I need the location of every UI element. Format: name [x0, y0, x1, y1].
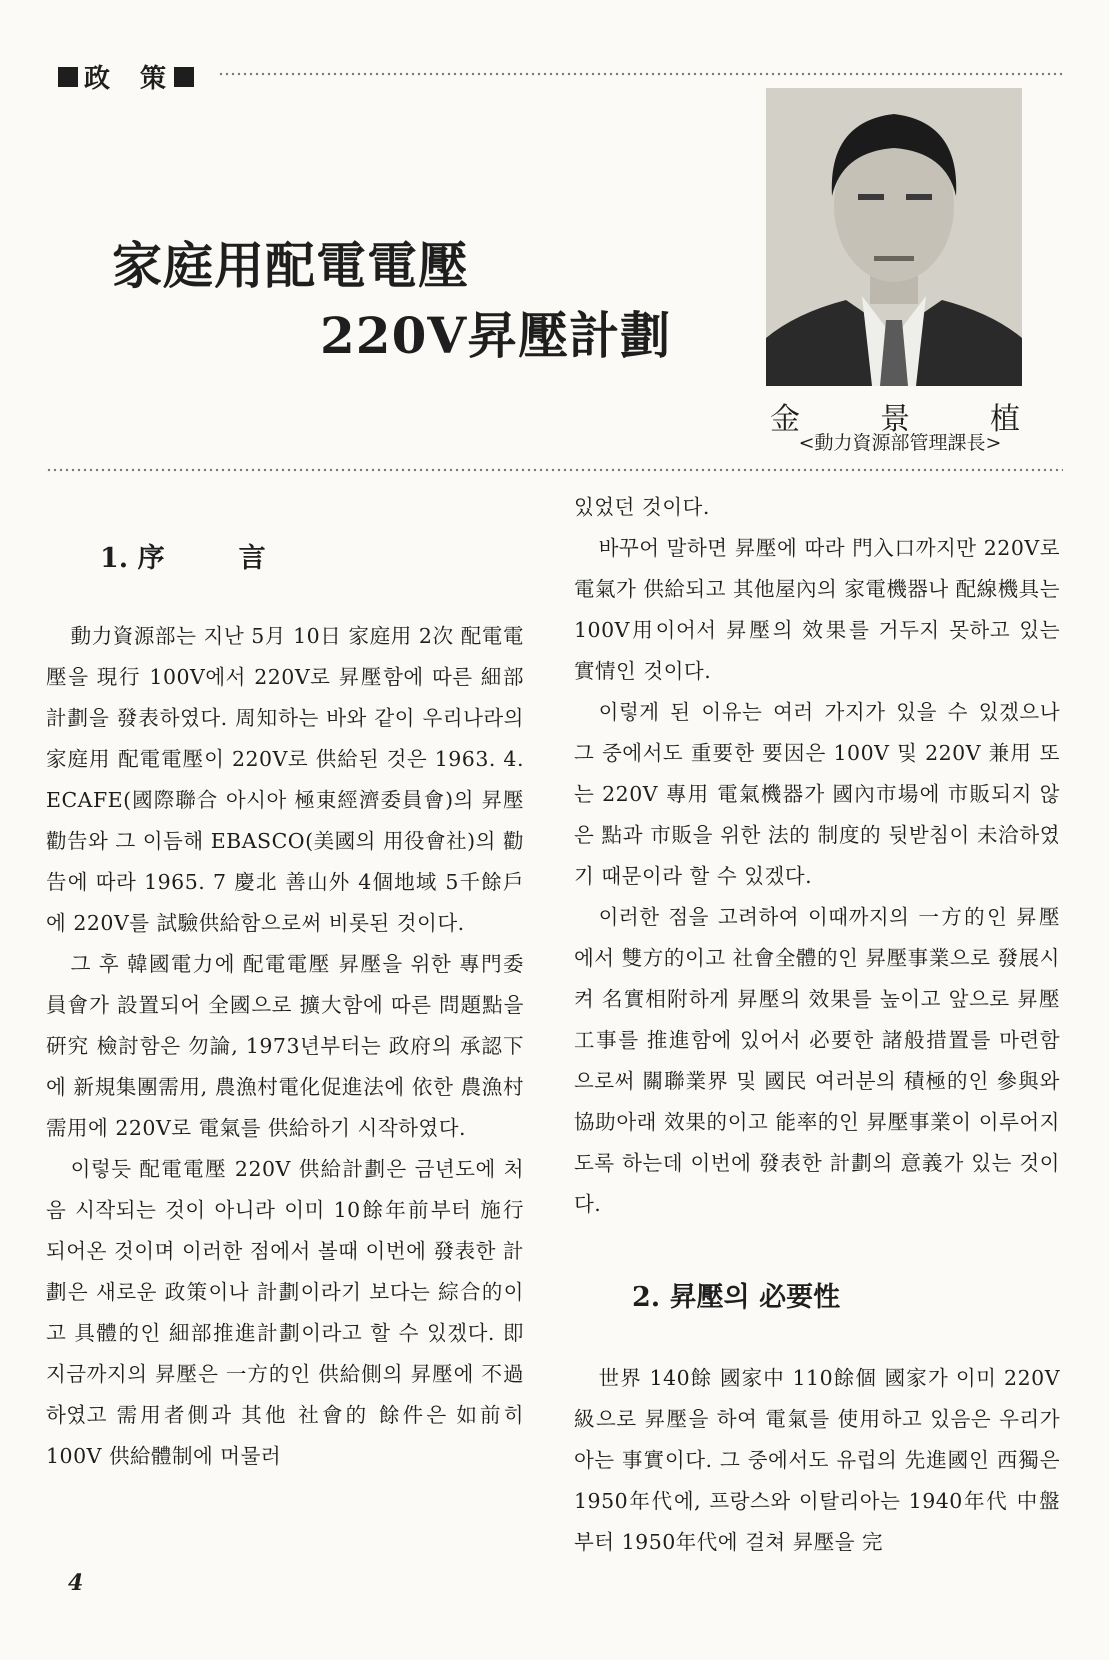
square-marker-left	[58, 67, 78, 87]
paragraph: 이렇게 된 이유는 여러 가지가 있을 수 있겠으나 그 중에서도 重要한 要因은 100V 및 220V 兼用 또는 220V 專用 電氣機器가 國內市場에 市販되지 않은 點과 市販을 위한 法的 制度的 뒷받침이 未洽하였기 때문이라 할 수 있겠다.	[574, 700, 1060, 888]
dotted-rule-top	[218, 72, 1063, 76]
paragraph: 世界 140餘 國家中 110餘個 國家가 이미 220V級으로 昇壓을 하여 電氣를 使用하고 있음은 우리가 아는 事實이다. 그 중에서도 유럽의 先進國인 西獨은 1950年代에, 프랑스와 이탈리아는 1940年代 中盤부터 1950年代에 걸쳐 昇壓을 完	[574, 1366, 1060, 1554]
section-heading-1-b: 言	[238, 543, 266, 574]
right-column	[574, 487, 1060, 1225]
section-number-1: 1.	[100, 543, 129, 574]
section-label-text: 政 策	[84, 64, 169, 94]
paragraph: 이렇듯 配電電壓 220V 供給計劃은 금년도에 처음 시작되는 것이 아니라 이미 10餘年前부터 施行되어온 것이며 이러한 점에서 볼때 이번에 發表한 計劃은 새로운 政策이나 計劃이라기 보다는 綜合的이고 具體的인 細部推進計劃이라고 할 수 있겠다. 即 지금까지의 昇壓은 一方的인 供給側의 昇壓에 不過하였고 需用者側과 其他 社會的 餘件은 如前히 100V 供給體制에 머물러	[46, 1157, 524, 1468]
section-heading-1-a: 序	[137, 543, 165, 574]
right-column-section2	[574, 1358, 1060, 1563]
article-title-line2: 220V昇壓計劃	[320, 306, 672, 365]
paragraph: 바꾸어 말하면 昇壓에 따라 門入口까지만 220V로 電氣가 供給되고 其他屋內의 家電機器나 配線機具는 100V用이어서 昇壓의 效果를 거두지 못하고 있는 實情인 것이다.	[574, 536, 1060, 683]
page-number: 4	[68, 1570, 84, 1596]
section-number-2: 2.	[632, 1282, 661, 1313]
author-name-char-2: 景	[880, 402, 910, 437]
left-column	[46, 616, 524, 1477]
author-name-char-1: 金	[770, 402, 800, 437]
section-label	[58, 58, 194, 95]
paragraph: 이러한 점을 고려하여 이때까지의 一方的인 昇壓에서 雙方的이고 社會全體的인 昇壓事業으로 發展시켜 名實相附하게 昇壓의 效果를 높이고 앞으로 昇壓工事를 推進함에 있어서 必要한 諸般措置를 마련함으로써 關聯業界 및 國民 여러분의 積極的인 參與와 協助아래 效果的이고 能率的인 昇壓事業이 이루어지도록 하는데 이번에 發表한 計劃의 意義가 있는 것이다.	[574, 905, 1060, 1216]
section-heading-2	[632, 1275, 840, 1314]
author-name-char-3: 植	[990, 402, 1020, 437]
section-heading-2-text: 昇壓의 必要性	[669, 1282, 841, 1313]
paragraph-continuation: 있었던 것이다.	[574, 495, 710, 519]
paragraph: 動力資源部는 지난 5月 10日 家庭用 2次 配電電壓을 現行 100V에서 220V로 昇壓함에 따른 細部計劃을 發表하였다. 周知하는 바와 같이 우리나라의 家庭用 配電電壓이 220V로 供給된 것은 1963. 4. ECAFE(國際聯合 아시아 極東經濟委員會)의 昇壓勸告와 그 이듬해 EBASCO(美國의 用役會社)의 勸告에 따라 1965. 7 慶北 善山外 4個地域 5千餘戶에 220V를 試驗供給함으로써 비롯된 것이다.	[46, 624, 524, 935]
paragraph: 그 후 韓國電力에 配電電壓 昇壓을 위한 專門委員會가 設置되어 全國으로 擴大함에 따른 問題點을 硏究 檢討함은 勿論, 1973년부터는 政府의 承認下에 新規集團需用, 農漁村電化促進法에 依한 農漁村需用에 220V로 電氣를 供給하기 시작하였다.	[46, 952, 524, 1140]
article-title-line1: 家庭用配電電壓	[112, 236, 469, 295]
square-marker-right	[174, 67, 194, 87]
dotted-rule-middle	[46, 468, 1063, 472]
section-heading-1	[100, 536, 266, 575]
author-portrait	[766, 88, 1022, 386]
author-title: <動力資源部管理課長>	[798, 432, 1002, 454]
